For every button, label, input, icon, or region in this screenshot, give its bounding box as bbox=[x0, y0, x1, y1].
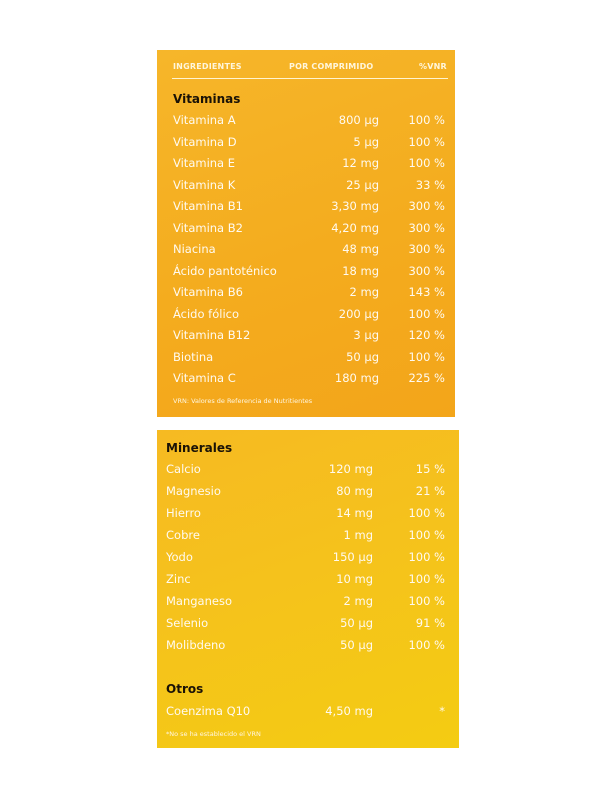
vitamins-footnote: VRN: Valores de Referencia de Nutritientes bbox=[173, 397, 313, 405]
ingredient-name: Zinc bbox=[166, 572, 191, 586]
ingredient-name: Manganeso bbox=[166, 594, 232, 608]
ingredient-vnr: 300 % bbox=[408, 242, 445, 256]
ingredient-amount: 2 mg bbox=[349, 285, 379, 299]
ingredient-amount: 800 µg bbox=[338, 113, 379, 127]
table-row bbox=[157, 199, 455, 219]
table-row bbox=[157, 113, 455, 133]
ingredient-amount: 4,50 mg bbox=[325, 704, 373, 718]
table-row bbox=[157, 242, 455, 262]
table-row bbox=[157, 221, 455, 241]
ingredient-amount: 200 µg bbox=[338, 306, 379, 321]
ingredient-amount: 120 mg bbox=[328, 462, 373, 476]
ingredient-amount: 48 mg bbox=[342, 242, 379, 256]
ingredient-amount: 4,20 mg bbox=[331, 220, 379, 235]
ingredient-amount: 25 µg bbox=[346, 177, 379, 192]
ingredient-vnr: 300 % bbox=[408, 199, 445, 213]
ingredient-amount: 50 µg bbox=[340, 616, 373, 630]
header-per-tablet: POR COMPRIMIDO bbox=[289, 62, 374, 71]
table-row bbox=[157, 594, 459, 614]
ingredient-amount: 10 mg bbox=[336, 572, 373, 586]
table-row bbox=[157, 704, 459, 724]
ingredient-amount: 150 µg bbox=[332, 550, 373, 564]
ingredient-vnr: 91 % bbox=[415, 616, 445, 630]
ingredient-vnr: 100 % bbox=[408, 156, 445, 170]
vitamins-panel bbox=[157, 50, 455, 417]
ingredient-name: Vitamina D bbox=[173, 134, 237, 149]
ingredient-name: Vitamina B1 bbox=[173, 199, 243, 213]
table-row bbox=[157, 506, 459, 526]
ingredient-amount: 14 mg bbox=[336, 506, 373, 520]
ingredient-amount: 18 mg bbox=[342, 263, 379, 278]
ingredient-vnr: 120 % bbox=[408, 328, 445, 342]
ingredient-name: Selenio bbox=[166, 616, 209, 630]
table-row bbox=[157, 616, 459, 636]
ingredient-amount: 50 µg bbox=[340, 638, 373, 652]
table-row bbox=[157, 285, 455, 305]
table-row bbox=[157, 178, 455, 198]
ingredient-name: Vitamina K bbox=[173, 177, 236, 192]
ingredient-name: Cobre bbox=[166, 528, 200, 542]
ingredient-amount: 3,30 mg bbox=[331, 199, 379, 213]
ingredient-name: Vitamina E bbox=[173, 156, 236, 170]
table-row bbox=[157, 462, 459, 482]
ingredient-name: Vitamina C bbox=[173, 371, 236, 385]
ingredient-name: Vitamina B12 bbox=[173, 328, 251, 342]
table-row bbox=[157, 484, 459, 504]
ingredient-name: Niacina bbox=[173, 242, 216, 256]
others-footnote: *No se ha establecido el VRN bbox=[166, 730, 261, 738]
table-row bbox=[157, 638, 459, 658]
ingredient-vnr: 100 % bbox=[408, 134, 445, 149]
ingredient-name: Vitamina A bbox=[173, 113, 236, 127]
ingredient-amount: 2 mg bbox=[343, 594, 373, 608]
ingredient-vnr: 100 % bbox=[408, 550, 445, 564]
ingredient-vnr: 143 % bbox=[408, 285, 445, 299]
table-row bbox=[157, 307, 455, 327]
ingredient-name: Ácido pantoténico bbox=[173, 263, 277, 278]
ingredient-vnr: 100 % bbox=[408, 528, 445, 542]
ingredient-vnr: 100 % bbox=[408, 349, 445, 364]
ingredient-vnr: 300 % bbox=[408, 263, 445, 278]
ingredient-amount: 3 µg bbox=[353, 328, 379, 342]
ingredient-name: Magnesio bbox=[166, 484, 221, 498]
ingredient-name: Molibdeno bbox=[166, 638, 226, 652]
others-title: Otros bbox=[166, 682, 204, 696]
ingredient-vnr: 33 % bbox=[415, 177, 445, 192]
table-row bbox=[157, 264, 455, 284]
ingredient-vnr: 225 % bbox=[408, 371, 445, 385]
ingredient-vnr: 100 % bbox=[408, 306, 445, 321]
ingredient-vnr: * bbox=[439, 704, 445, 718]
ingredient-name: Vitamina B6 bbox=[173, 285, 243, 299]
ingredient-vnr: 21 % bbox=[415, 484, 445, 498]
ingredient-amount: 180 mg bbox=[334, 371, 379, 385]
ingredient-vnr: 100 % bbox=[408, 113, 445, 127]
table-row bbox=[157, 156, 455, 176]
ingredient-vnr: 100 % bbox=[408, 506, 445, 520]
header-ingredients: INGREDIENTES bbox=[173, 62, 242, 71]
ingredient-amount: 1 mg bbox=[343, 528, 373, 542]
table-row bbox=[157, 135, 455, 155]
ingredient-amount: 5 µg bbox=[353, 134, 379, 149]
ingredient-vnr: 100 % bbox=[408, 572, 445, 586]
ingredient-vnr: 300 % bbox=[408, 220, 445, 235]
table-row bbox=[157, 350, 455, 370]
ingredient-name: Biotina bbox=[173, 349, 214, 364]
ingredient-name: Coenzima Q10 bbox=[166, 704, 251, 718]
ingredient-amount: 50 µg bbox=[346, 349, 379, 364]
minerals-panel bbox=[157, 430, 459, 748]
ingredient-name: Hierro bbox=[166, 506, 201, 520]
ingredient-name: Calcio bbox=[166, 462, 201, 476]
ingredient-vnr: 100 % bbox=[408, 638, 445, 652]
minerals-title: Minerales bbox=[166, 441, 233, 455]
table-row bbox=[157, 528, 459, 548]
table-row bbox=[157, 572, 459, 592]
ingredient-vnr: 100 % bbox=[408, 594, 445, 608]
table-row bbox=[157, 328, 455, 348]
ingredient-name: Yodo bbox=[166, 550, 193, 564]
ingredient-amount: 12 mg bbox=[342, 156, 379, 170]
vitamins-title: Vitaminas bbox=[173, 92, 241, 106]
header-vnr: %VNR bbox=[419, 62, 447, 71]
ingredient-name: Vitamina B2 bbox=[173, 220, 243, 235]
ingredient-name: Ácido fólico bbox=[173, 306, 240, 321]
table-row bbox=[157, 371, 455, 391]
header-divider bbox=[172, 78, 448, 79]
table-row bbox=[157, 550, 459, 570]
ingredient-vnr: 15 % bbox=[415, 462, 445, 476]
ingredient-amount: 80 mg bbox=[336, 484, 373, 498]
